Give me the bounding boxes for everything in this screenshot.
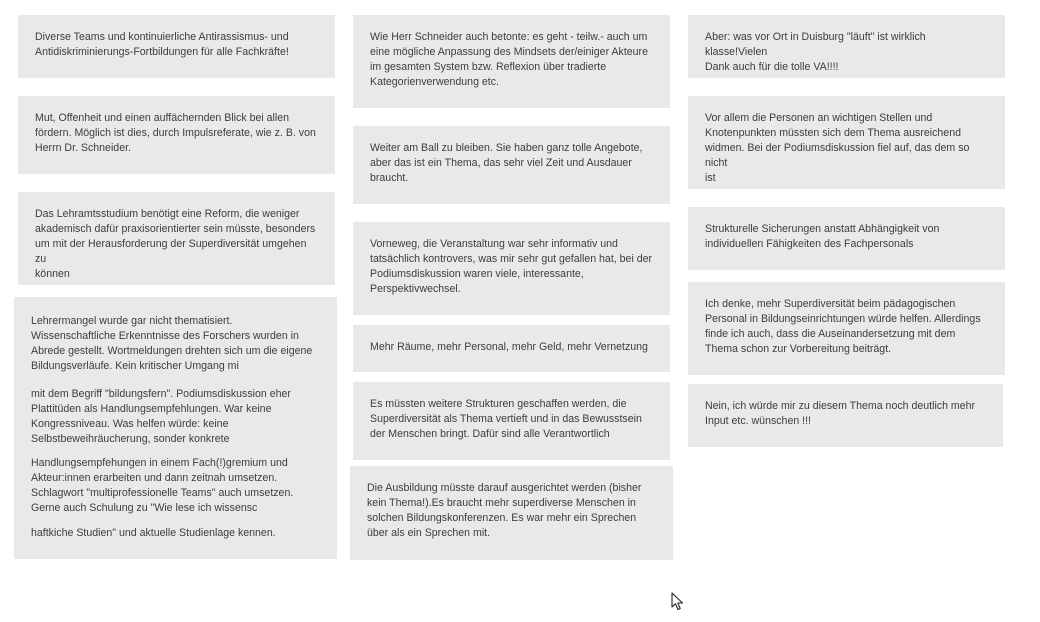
feedback-text: Strukturelle Sicherungen anstatt Abhängigkeit von individuellen Fähigkeiten des Fachpersonals (705, 223, 940, 250)
feedback-card[interactable] (14, 297, 337, 559)
feedback-card[interactable] (350, 466, 673, 560)
feedback-text: Vor allem die Personen an wichtigen Stellen und Knotenpunkten müssten sich dem Thema ausreichend widmen. Bei der Podiumsdiskussion fiel auf, das dem so nicht ist (705, 112, 970, 184)
feedback-card[interactable] (353, 382, 670, 460)
feedback-card[interactable] (18, 192, 335, 285)
feedback-card[interactable] (353, 15, 670, 108)
feedback-card[interactable] (688, 207, 1005, 270)
feedback-text: Vorneweg, die Veranstaltung war sehr informativ und tatsächlich kontrovers, was mir sehr gut gefallen hat, bei der Podiumsdiskussion waren viele, interessante, Perspektivwechsel. (370, 238, 653, 295)
feedback-text: Mut, Offenheit und einen auffächernden Blick bei allen fördern. Möglich ist dies, durch Impulsreferate, wie z. B. von Herrn Dr. Schneider. (35, 112, 316, 154)
feedback-text: Das Lehramtsstudium benötigt eine Reform, die weniger akademisch dafür praxisorientierter sein müsste, besonders um mit der Herausforderung der Superdiversität umgehen zu können (35, 208, 316, 280)
mouse-pointer-icon (671, 592, 685, 612)
feedback-text: Mehr Räume, mehr Personal, mehr Geld, mehr Vernetzung (370, 341, 648, 353)
feedback-card[interactable] (353, 126, 670, 204)
feedback-card[interactable] (688, 384, 1003, 447)
feedback-text: Es müssten weitere Strukturen geschaffen werden, die Superdiversität als Thema vertieft und in das Bewusstsein der Menschen bringt. Dafür sind alle Verantwortlich (370, 398, 642, 440)
feedback-text: Die Ausbildung müsste darauf ausgerichtet werden (bisher kein Thema!).Es braucht mehr superdiverse Menschen in solchen Bildungskonferenzen. Es war mehr ein Sprechen über als ein Sprechen mit. (367, 482, 642, 539)
feedback-text: Nein, ich würde mir zu diesem Thema noch deutlich mehr Input etc. wünschen !!! (705, 400, 976, 427)
feedback-text: Aber: was vor Ort in Duisburg "läuft" ist wirklich klasse!Vielen Dank auch für die tolle VA!!!! (705, 31, 926, 73)
feedback-text: Ich denke, mehr Superdiversität beim pädagogischen Personal in Bildungseinrichtungen würde helfen. Allerdings finde ich auch, dass die Auseinandersetzung mit dem Thema schon zur Vorbereitung beiträgt. (705, 298, 981, 355)
feedback-card[interactable] (353, 325, 670, 372)
feedback-text-segment: Lehrermangel wurde gar nicht thematisiert. Wissenschaftliche Erkenntnisse des Forschers wurden in Abrede gestellt. Wortmeldungen drehten sich um die eigene Bildungsverläufe. Kein kritischer Umgang mi (31, 315, 313, 372)
feedback-card[interactable] (353, 222, 670, 315)
feedback-text-segment: mit dem Begriff "bildungsfern". Podiumsdiskussion eher Plattitüden als Handlungsempfehlungen. War keine Kongressniveau. Was helfen würde: keine Selbstbeweihräucherung, sonder konkrete (31, 388, 291, 445)
feedback-text: Diverse Teams und kontinuierliche Antirassismus- und Antidiskriminierungs-Fortbildungen für alle Fachkräfte! (35, 31, 289, 58)
feedback-card[interactable] (688, 15, 1005, 78)
feedback-text: Wie Herr Schneider auch betonte: es geht - teilw.- auch um eine mögliche Anpassung des Mindsets der/einiger Akteure im gesamten System bzw. Reflexion über tradierte Kategorienverwendung etc. (370, 31, 648, 88)
feedback-text-segment: haftkiche Studien" und aktuelle Studienlage kennen. (31, 527, 276, 539)
feedback-card[interactable] (688, 282, 1005, 375)
feedback-card[interactable] (688, 96, 1005, 189)
feedback-text: Weiter am Ball zu bleiben. Sie haben ganz tolle Angebote, aber das ist ein Thema, das sehr viel Zeit und Ausdauer braucht. (370, 142, 643, 184)
feedback-text-segment: Handlungsempfehungen in einem Fach(!)gremium und Akteur:innen erarbeiten und dann zeitnah umsetzen. Schlagwort "multiprofessionelle Teams" auch umsetzen. Gerne auch Schulung zu "Wie lese ich wissensc (31, 457, 294, 514)
feedback-card[interactable] (18, 15, 335, 78)
feedback-card[interactable] (18, 96, 335, 174)
